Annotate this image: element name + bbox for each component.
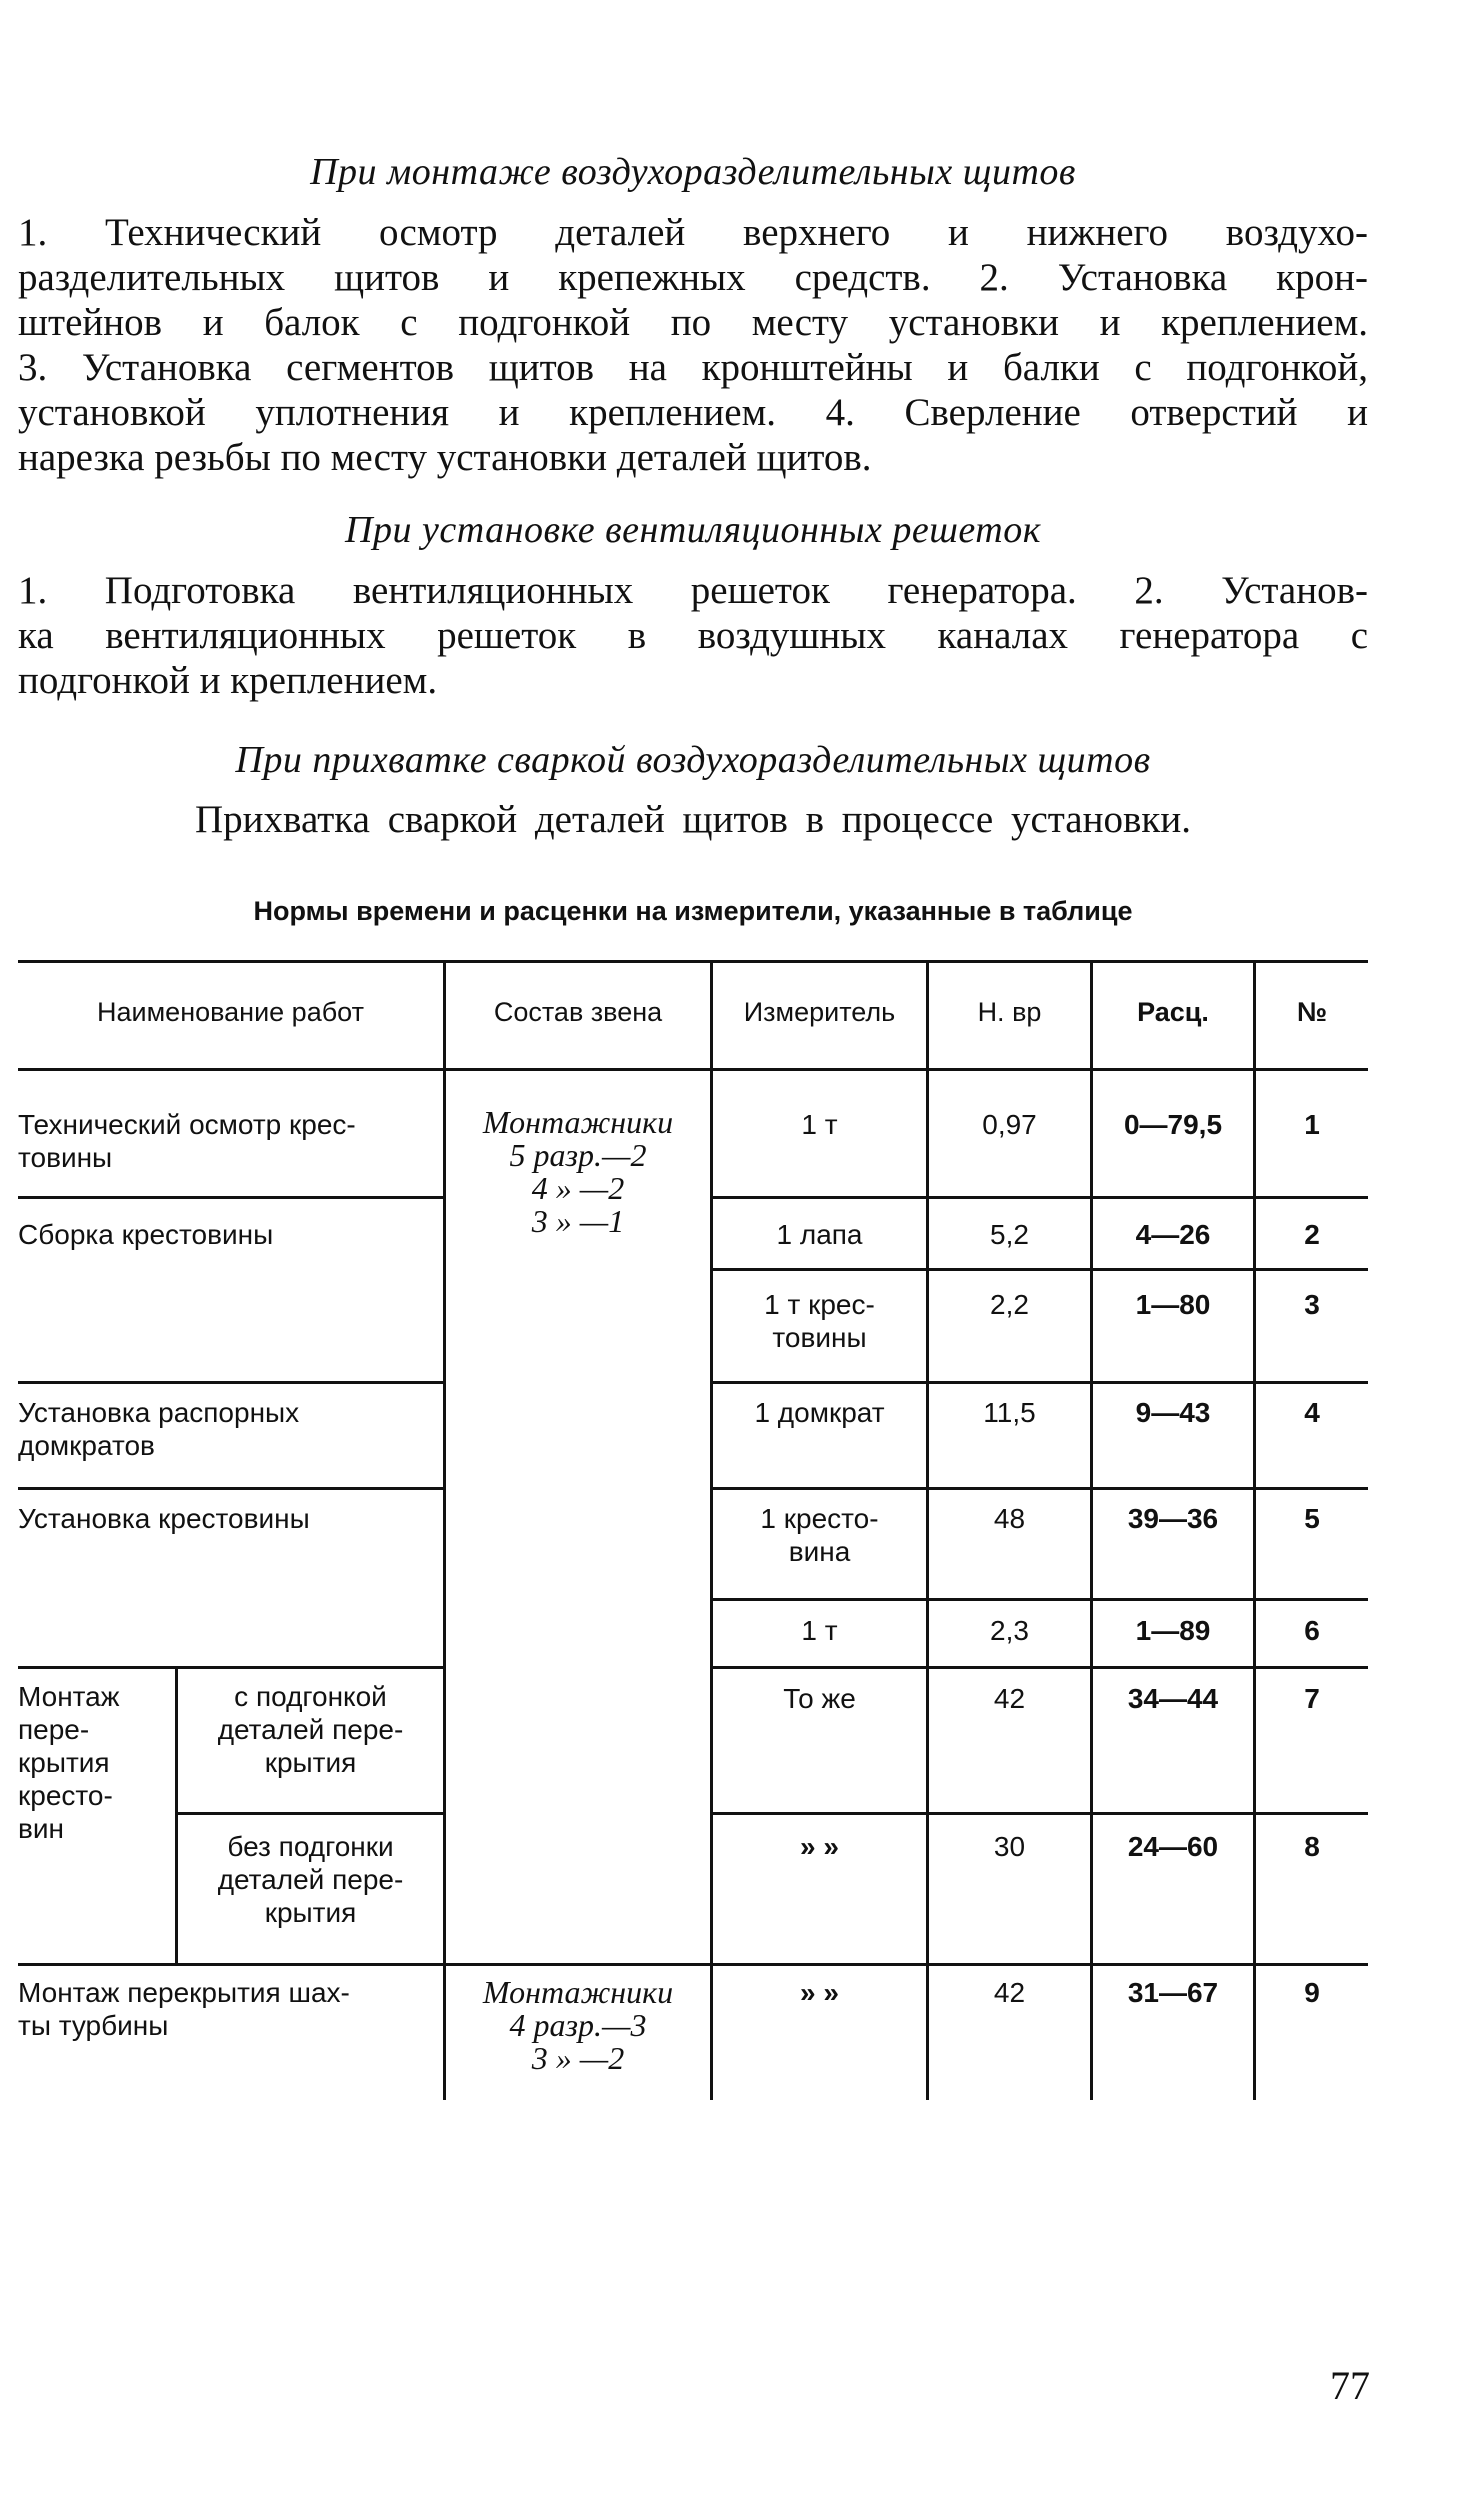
section-heading-welding: При прихватке сваркой воздухоразделительных щитов bbox=[235, 739, 1151, 781]
paragraph-shields bbox=[18, 210, 1368, 480]
unit-cell: » » bbox=[800, 1831, 839, 1862]
header-number: № bbox=[1296, 997, 1328, 1027]
work-name-shaft bbox=[18, 1976, 438, 2042]
header-price: Расц. bbox=[1137, 997, 1209, 1027]
paragraph-line: 3. Установка сегментов щитов на кронштейны и балки с подгонкой, bbox=[18, 346, 1368, 389]
crew-line: 3 » —1 bbox=[531, 1203, 625, 1239]
work-name-line: пере- bbox=[18, 1714, 90, 1745]
paragraph-line: установкой уплотнения и креплением. 4. Сверление отверстий и bbox=[18, 391, 1368, 434]
work-name-line: крытия bbox=[264, 1897, 357, 1928]
paragraph-line: разделительных щитов и крепежных средств. 2. Установка крон- bbox=[18, 256, 1368, 299]
time-cell: 30 bbox=[993, 1831, 1026, 1862]
unit-cell bbox=[713, 1288, 926, 1354]
work-name-line: крытия bbox=[264, 1747, 357, 1778]
table-rule bbox=[18, 1381, 443, 1384]
work-name-without-fit bbox=[178, 1830, 443, 1929]
row-number: 9 bbox=[1304, 1977, 1320, 2008]
time-cell: 42 bbox=[993, 1977, 1026, 2008]
row-number: 3 bbox=[1304, 1289, 1320, 1320]
time-cell: 2,3 bbox=[990, 1615, 1029, 1646]
price-cell: 34—44 bbox=[1127, 1683, 1219, 1714]
time-cell: 5,2 bbox=[990, 1219, 1029, 1250]
paragraph-line: Прихватка сваркой деталей щитов в процессе установки. bbox=[195, 798, 1191, 841]
time-cell: 48 bbox=[993, 1503, 1026, 1534]
table-rule bbox=[710, 1666, 1368, 1669]
table-rule bbox=[18, 1196, 443, 1199]
unit-cell: То же bbox=[783, 1683, 856, 1714]
paragraph-welding bbox=[18, 797, 1368, 842]
crew-line: 3 » —2 bbox=[531, 2040, 625, 2076]
unit-line: вина bbox=[788, 1536, 851, 1567]
table-rule bbox=[18, 1963, 1368, 1966]
unit-cell: 1 т bbox=[801, 1615, 838, 1646]
paragraph-grilles bbox=[18, 568, 1368, 703]
table-rule bbox=[175, 1812, 443, 1815]
row-number: 6 bbox=[1304, 1615, 1320, 1646]
unit-cell: 1 домкрат bbox=[754, 1397, 885, 1428]
work-name-line: без подгонки bbox=[227, 1831, 394, 1862]
section-heading-shields: При монтаже воздухоразделительных щитов bbox=[310, 151, 1076, 193]
table-rule bbox=[18, 1068, 1368, 1071]
price-cell: 24—60 bbox=[1127, 1831, 1219, 1862]
table-rule bbox=[710, 1487, 1368, 1490]
work-name-line: Технический осмотр крес- bbox=[18, 1109, 356, 1140]
crew-line: Монтажники bbox=[482, 1974, 674, 2010]
row-number: 7 bbox=[1304, 1683, 1320, 1714]
work-name-line: Монтаж перекрытия шах- bbox=[18, 1977, 350, 2008]
crew-composition-2 bbox=[446, 1976, 710, 2075]
work-name-line: Установка распорных bbox=[18, 1397, 300, 1428]
work-name-line: деталей пере- bbox=[217, 1864, 404, 1895]
time-cell: 11,5 bbox=[983, 1397, 1036, 1428]
crew-line: 4 разр.—3 bbox=[509, 2007, 647, 2043]
crew-line: Монтажники bbox=[482, 1104, 674, 1140]
table-rule bbox=[710, 1598, 1368, 1601]
paragraph-line: 1. Технический осмотр деталей верхнего и нижнего воздухо- bbox=[18, 211, 1368, 254]
work-name-inspection bbox=[18, 1108, 438, 1174]
unit-line: 1 т крес- bbox=[764, 1289, 875, 1320]
unit-line: товины bbox=[772, 1322, 867, 1353]
price-cell: 1—89 bbox=[1135, 1615, 1211, 1646]
header-name: Наименование работ bbox=[97, 997, 364, 1027]
work-name-line: Монтаж bbox=[18, 1681, 120, 1712]
row-number: 2 bbox=[1304, 1219, 1320, 1250]
table-rule bbox=[18, 1487, 443, 1490]
work-name-line: с подгонкой bbox=[234, 1681, 387, 1712]
time-cell: 2,2 bbox=[990, 1289, 1029, 1320]
work-name-jacks bbox=[18, 1396, 438, 1462]
work-name-line: крытия bbox=[18, 1747, 110, 1778]
work-name-line: кресто- bbox=[18, 1780, 113, 1811]
work-name-install: Установка крестовины bbox=[18, 1503, 310, 1534]
paragraph-line: 1. Подготовка вентиляционных решеток генератора. 2. Установ- bbox=[18, 569, 1368, 612]
crew-line: 5 разр.—2 bbox=[509, 1137, 647, 1173]
paragraph-line: нарезка резьбы по месту установки деталей щитов. bbox=[18, 436, 872, 479]
time-cell: 0,97 bbox=[982, 1109, 1037, 1140]
price-cell: 1—80 bbox=[1135, 1289, 1211, 1320]
work-name-line: ты турбины bbox=[18, 2010, 169, 2041]
table-rule bbox=[710, 1196, 1368, 1199]
work-name-assembly: Сборка крестовины bbox=[18, 1219, 274, 1250]
table-rule bbox=[710, 1812, 1368, 1815]
paragraph-line: ка вентиляционных решеток в воздушных каналах генератора с bbox=[18, 614, 1368, 657]
header-crew: Состав звена bbox=[493, 997, 663, 1027]
row-number: 5 bbox=[1304, 1503, 1320, 1534]
paragraph-line: штейнов и балок с подгонкой по месту установки и креплением. bbox=[18, 301, 1368, 344]
section-heading-grilles: При установке вентиляционных решеток bbox=[345, 509, 1041, 551]
price-cell: 9—43 bbox=[1135, 1397, 1211, 1428]
work-name-line: деталей пере- bbox=[217, 1714, 404, 1745]
crew-line: 4 » —2 bbox=[531, 1170, 625, 1206]
unit-line: 1 кресто- bbox=[760, 1503, 879, 1534]
work-name-line: вин bbox=[18, 1813, 64, 1844]
header-time: Н. вр bbox=[977, 997, 1042, 1027]
table-rule bbox=[18, 1666, 443, 1669]
table-rule bbox=[710, 1268, 1368, 1271]
header-unit: Измеритель bbox=[743, 997, 896, 1027]
page-number: 77 bbox=[1330, 2363, 1370, 2408]
work-name-line: товины bbox=[18, 1142, 113, 1173]
row-number: 1 bbox=[1304, 1109, 1320, 1140]
unit-cell: 1 лапа bbox=[776, 1219, 863, 1250]
time-cell: 42 bbox=[993, 1683, 1026, 1714]
row-number: 8 bbox=[1304, 1831, 1320, 1862]
work-name-line: домкратов bbox=[18, 1430, 155, 1461]
table-rule bbox=[18, 960, 1368, 963]
price-cell: 4—26 bbox=[1135, 1219, 1211, 1250]
price-cell: 39—36 bbox=[1127, 1503, 1219, 1534]
price-cell: 31—67 bbox=[1127, 1977, 1219, 2008]
paragraph-line: подгонкой и креплением. bbox=[18, 659, 438, 702]
unit-cell: » » bbox=[800, 1977, 839, 2008]
table-rule bbox=[710, 1381, 1368, 1384]
work-name-mount-group bbox=[18, 1680, 173, 1845]
work-name-with-fit bbox=[178, 1680, 443, 1779]
table-title: Нормы времени и расценки на измерители, указанные в таблице bbox=[253, 896, 1133, 926]
crew-composition-1 bbox=[446, 1106, 710, 1238]
price-cell: 0—79,5 bbox=[1123, 1109, 1223, 1140]
row-number: 4 bbox=[1304, 1397, 1320, 1428]
unit-cell: 1 т bbox=[801, 1109, 838, 1140]
unit-cell bbox=[713, 1502, 926, 1568]
